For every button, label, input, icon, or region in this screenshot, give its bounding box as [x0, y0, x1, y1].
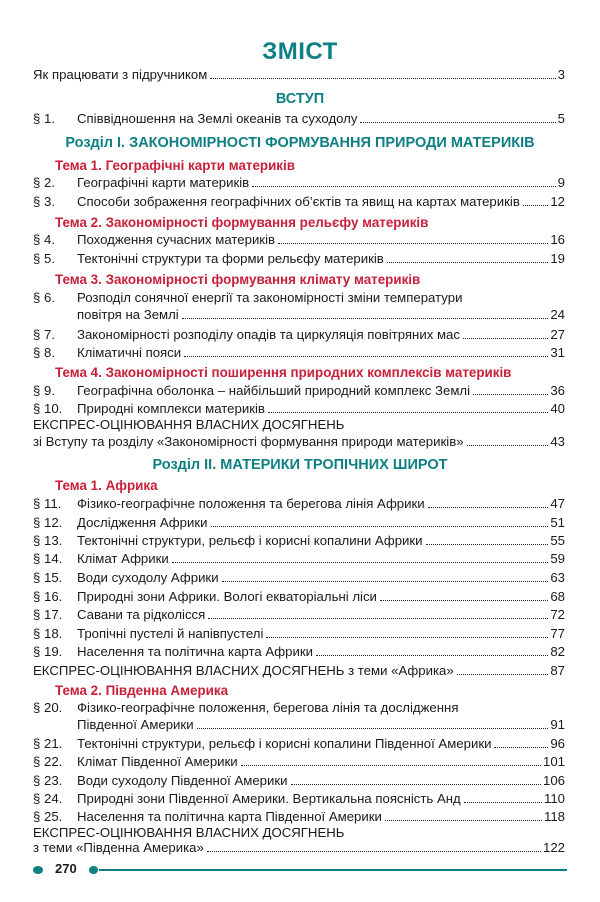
toc-entry [33, 191, 565, 209]
toc-entry-text: Закономірності розподілу опадів та циркуляція повітряних мас [77, 327, 460, 342]
dot-leader [463, 337, 548, 339]
toc-entry-page: 101 [542, 754, 565, 769]
toc-entry-number: § 19. [33, 644, 63, 659]
toc-entry [33, 788, 565, 806]
toc-entry [33, 512, 565, 530]
toc-entry-text: Населення та політична карта Південної Америки [77, 809, 382, 824]
dot-leader [197, 727, 549, 729]
dot-leader [266, 636, 548, 638]
dot-leader [428, 506, 549, 508]
express-assessment-title: ЕКСПРЕС-ОЦІНЮВАННЯ ВЛАСНИХ ДОСЯГНЕНЬ [33, 825, 345, 840]
topic-heading: Тема 3. Закономірності формування клімату материків [55, 272, 421, 287]
toc-entry-text: Тропічні пустелі й напівпустелі [77, 626, 264, 641]
toc-entry-number: § 5. [33, 251, 55, 266]
toc-entry-number: § 18. [33, 626, 63, 641]
toc-entry-page: 24 [550, 307, 565, 322]
toc-entry [33, 567, 565, 585]
toc-entry-text: Розподіл сонячної енергії та закономірності зміни температури [77, 290, 463, 305]
toc-entry [33, 493, 565, 511]
toc-entry-page: 43 [550, 434, 565, 449]
dot-leader [278, 242, 548, 244]
toc-entry-page: 110 [543, 791, 565, 806]
toc-entry-text: з теми «Південна Америка» [33, 840, 204, 855]
toc-entry [33, 172, 565, 190]
toc-entry-number: § 1. [33, 111, 55, 126]
toc-entry-text: повітря на Землі [77, 307, 179, 322]
toc-entry-page: 51 [550, 515, 565, 530]
toc-entry-page: 82 [550, 644, 565, 659]
section-heading-part2: Розділ ІІ. МАТЕРИКИ ТРОПІЧНИХ ШИРОТ [152, 457, 448, 473]
dot-leader [494, 746, 548, 748]
dot-leader [241, 764, 541, 766]
toc-entry-text: Географічні карти материків [77, 175, 250, 190]
toc-entry-text: Природні зони Африки. Вологі екваторіальні ліси [77, 589, 377, 604]
dot-leader [211, 525, 549, 527]
dot-leader [467, 444, 549, 446]
toc-entry [33, 530, 565, 548]
dot-leader [184, 355, 548, 357]
toc-entry [33, 586, 565, 604]
toc-entry [33, 839, 565, 855]
toc-entry-page: 106 [542, 773, 565, 788]
dot-leader [291, 783, 541, 785]
dot-leader [387, 261, 549, 263]
toc-entry-text: Кліматичні пояси [77, 345, 182, 360]
topic-heading: Тема 1. Географічні карти материків [55, 158, 295, 173]
topic-heading: Тема 4. Закономірності поширення природних комплексів материків [55, 365, 512, 380]
toc-entry-number: § 12. [33, 515, 63, 530]
toc-entry-number: § 4. [33, 232, 55, 247]
toc-entry-text: Савани та рідколісся [77, 607, 206, 622]
toc-entry-page: 87 [550, 663, 565, 678]
toc-entry-text: Південної Америки [77, 717, 194, 732]
toc-entry-text: Способи зображення географічних об’єктів та явищ на картах материків [77, 194, 520, 209]
toc-entry-text: Води суходолу Південної Америки [77, 773, 288, 788]
dot-leader [473, 393, 548, 395]
dot-leader [207, 850, 541, 852]
toc-entry-number: § 22. [33, 754, 63, 769]
toc-entry [33, 431, 565, 449]
toc-entry [33, 641, 565, 659]
toc-entry [33, 733, 565, 751]
dot-leader [426, 543, 549, 545]
toc-entry-continuation [77, 714, 565, 732]
toc-entry-number: § 25. [33, 809, 63, 824]
dot-leader [252, 185, 555, 187]
toc-entry [33, 770, 565, 788]
toc-entry-number: § 11. [33, 496, 62, 511]
dot-leader [210, 77, 555, 79]
toc-entry-number: § 2. [33, 175, 55, 190]
toc-entry-text: Як працювати з підручником [33, 67, 208, 82]
toc-entry-number: § 7. [33, 327, 55, 342]
toc-entry-text: Клімат Африки [77, 551, 169, 566]
toc-entry-text: Тектонічні структури та форми рельєфу материків [77, 251, 384, 266]
toc-entry [33, 398, 565, 416]
toc-entry-page: 9 [557, 175, 565, 190]
toc-entry [33, 108, 565, 126]
toc-entry-text: Природні зони Південної Америки. Вертикальна поясність Анд [77, 791, 461, 806]
toc-entry-text: Природні комплекси материків [77, 401, 265, 416]
toc-entry-page: 27 [550, 327, 565, 342]
section-heading-part1: Розділ І. ЗАКОНОМІРНОСТІ ФОРМУВАННЯ ПРИРОДИ МАТЕРИКІВ [65, 135, 535, 151]
toc-entry-page: 5 [557, 111, 565, 126]
toc-entry-text: Дослідження Африки [77, 515, 208, 530]
toc-entry [33, 751, 565, 769]
dot-leader [523, 204, 548, 206]
toc-entry [33, 64, 565, 82]
toc-entry [33, 324, 565, 342]
toc-entry-page: 118 [543, 809, 565, 824]
toc-entry [33, 548, 565, 566]
toc-entry-number: § 23. [33, 773, 63, 788]
toc-entry-page: 40 [550, 401, 565, 416]
toc-entry-text: Географічна оболонка – найбільший природний комплекс Землі [77, 383, 471, 398]
footer-ornament-dot [33, 866, 43, 874]
footer-rule [99, 869, 567, 871]
section-heading-vstup: ВСТУП [275, 91, 325, 107]
toc-entry-number: § 8. [33, 345, 55, 360]
toc-entry-text: Походження сучасних материків [77, 232, 276, 247]
toc-entry-text: зі Вступу та розділу «Закономірності формування природи материків» [33, 434, 464, 449]
dot-leader [182, 317, 549, 319]
toc-entry-text: Фізико-географічне положення, берегова лінія та дослідження [77, 700, 459, 715]
dot-leader [360, 121, 555, 123]
dot-leader [208, 617, 548, 619]
dot-leader [385, 819, 542, 821]
page-title: ЗМІСТ [262, 38, 338, 65]
toc-entry-number: § 9. [33, 383, 55, 398]
dot-leader [457, 673, 549, 675]
toc-entry [33, 697, 565, 715]
toc-entry-page: 31 [550, 345, 565, 360]
toc-entry-number: § 3. [33, 194, 55, 209]
toc-entry-number: § 24. [33, 791, 63, 806]
toc-entry-page: 3 [557, 67, 565, 82]
toc-entry-number: § 10. [33, 401, 63, 416]
toc-entry-number: § 16. [33, 589, 63, 604]
toc-entry-page: 59 [550, 551, 565, 566]
toc-entry-page: 68 [550, 589, 565, 604]
toc-entry [33, 806, 565, 824]
topic-heading: Тема 2. Закономірності формування рельєфу материків [55, 215, 429, 230]
dot-leader [380, 599, 548, 601]
toc-entry-page: 47 [550, 496, 565, 511]
toc-entry-text: Населення та політична карта Африки [77, 644, 313, 659]
toc-entry-page: 72 [550, 607, 565, 622]
toc-entry-text: Клімат Південної Америки [77, 754, 238, 769]
topic-heading: Тема 2. Південна Америка [55, 683, 229, 698]
toc-entry-text: Тектонічні структури, рельєф і корисні копалини Південної Америки [77, 736, 492, 751]
toc-entry-page: 63 [550, 570, 565, 585]
dot-leader [316, 654, 548, 656]
toc-entry-number: § 14. [33, 551, 63, 566]
toc-entry-page: 12 [550, 194, 565, 209]
toc-entry-text: Фізико-географічне положення та берегова лінія Африки [77, 496, 425, 511]
express-assessment-title: ЕКСПРЕС-ОЦІНЮВАННЯ ВЛАСНИХ ДОСЯГНЕНЬ [33, 417, 345, 432]
toc-entry-text: Тектонічні структури, рельєф і корисні копалини Африки [77, 533, 423, 548]
toc-entry-page: 122 [542, 840, 565, 855]
toc-entry-text: ЕКСПРЕС-ОЦІНЮВАННЯ ВЛАСНИХ ДОСЯГНЕНЬ з теми «Африка» [33, 663, 454, 678]
toc-entry [33, 660, 565, 678]
toc-entry [33, 229, 565, 247]
page-footer [33, 862, 567, 878]
dot-leader [172, 561, 549, 563]
footer-ornament-dot [89, 866, 98, 874]
toc-entry-continuation [77, 304, 565, 322]
toc-entry-number: § 13. [33, 533, 63, 548]
toc-entry-number: § 6. [33, 290, 55, 305]
toc-entry [33, 604, 565, 622]
toc-entry [33, 248, 565, 266]
toc-entry [33, 623, 565, 641]
toc-entry-page: 77 [550, 626, 565, 641]
toc-entry-number: § 20. [33, 700, 63, 715]
toc-entry [33, 342, 565, 360]
toc-entry-page: 55 [550, 533, 565, 548]
dot-leader [464, 801, 542, 803]
toc-entry-page: 96 [550, 736, 565, 751]
toc-entry-number: § 21. [33, 736, 63, 751]
topic-heading: Тема 1. Африка [55, 478, 158, 493]
toc-entry-page: 36 [550, 383, 565, 398]
toc-entry-page: 16 [550, 232, 565, 247]
page-number: 270 [55, 861, 77, 876]
toc-entry-text: Води суходолу Африки [77, 570, 219, 585]
toc-entry-page: 91 [550, 717, 565, 732]
toc-entry-number: § 17. [33, 607, 63, 622]
toc-entry-number: § 15. [33, 570, 63, 585]
dot-leader [222, 580, 549, 582]
toc-entry-text: Співвідношення на Землі океанів та суходолу [77, 111, 358, 126]
toc-entry-page: 19 [550, 251, 565, 266]
toc-entry [33, 287, 565, 305]
dot-leader [268, 411, 548, 413]
toc-entry [33, 380, 565, 398]
